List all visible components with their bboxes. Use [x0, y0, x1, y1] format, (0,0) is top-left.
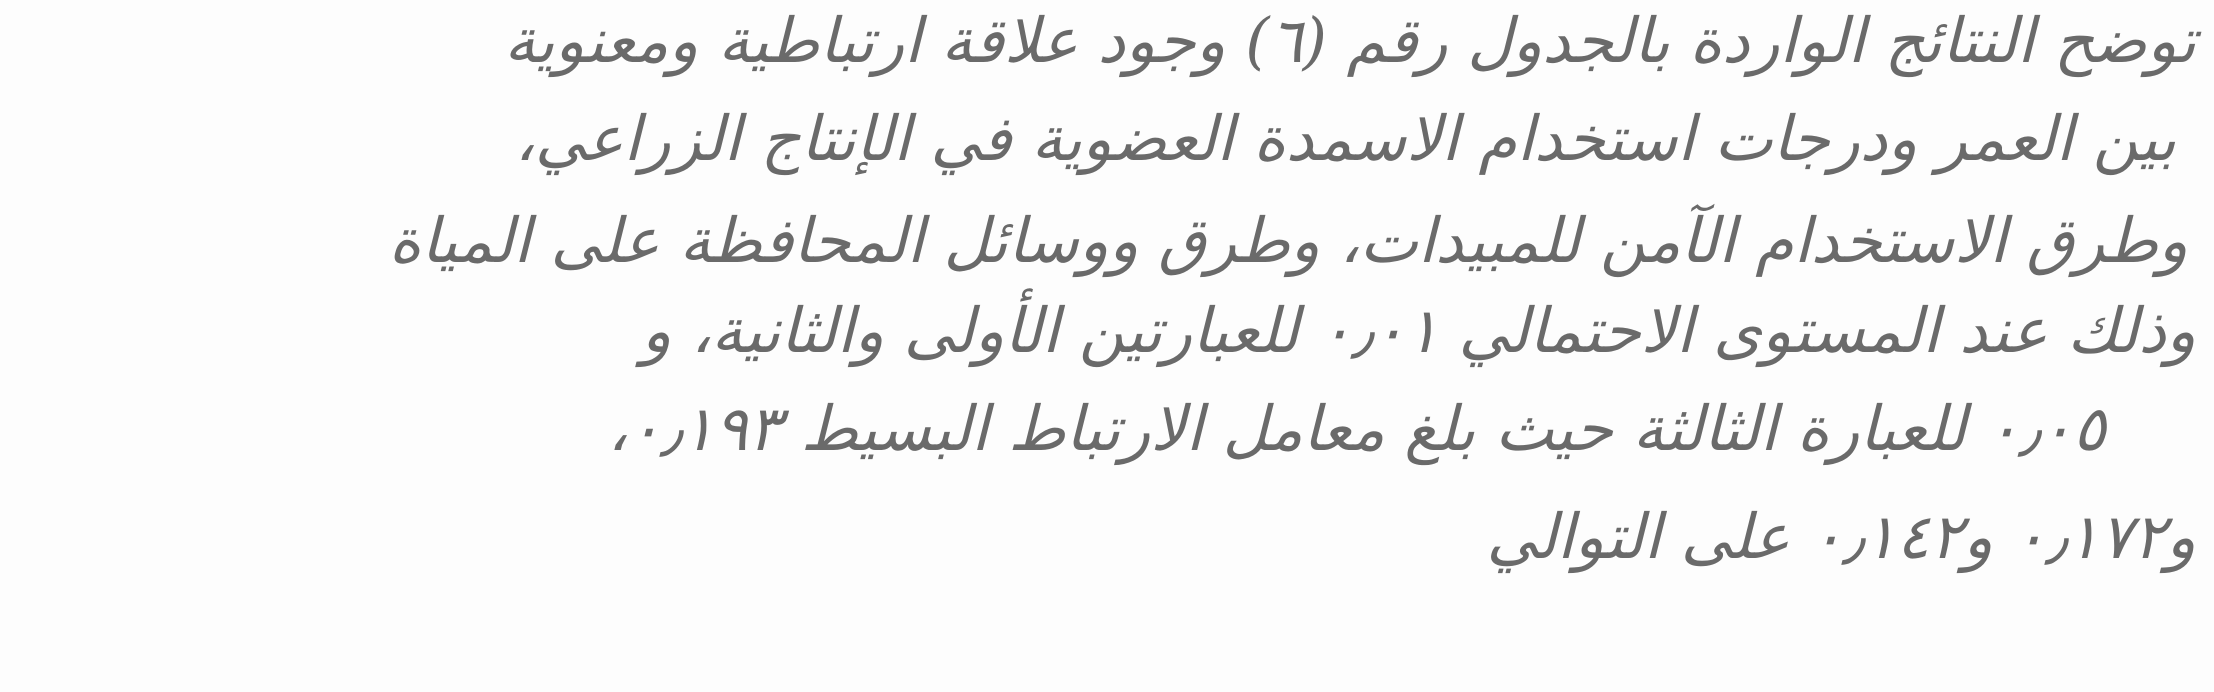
- text-line-6: و٠٫١٧٢ و٠٫١٤٢ على التوالي: [1486, 500, 2196, 573]
- text-line-1: توضح النتائج الواردة بالجدول رقم (٦) وجود علاقة ارتباطية ومعنوية: [504, 4, 2196, 77]
- text-line-2: بين العمر ودرجات استخدام الاسمدة العضوية في الإنتاج الزراعي،: [514, 102, 2176, 175]
- text-line-4: وذلك عند المستوى الاحتمالي ٠٫٠١ للعبارتين الأولى والثانية، و: [641, 294, 2196, 367]
- text-line-5: ٠٫٠٥ للعبارة الثالثة حيث بلغ معامل الارتباط البسيط ٠٫١٩٣،: [607, 392, 2106, 465]
- text-line-3: وطرق الاستخدام الآمن للمبيدات، وطرق ووسائل المحافظة على المياة: [388, 204, 2188, 277]
